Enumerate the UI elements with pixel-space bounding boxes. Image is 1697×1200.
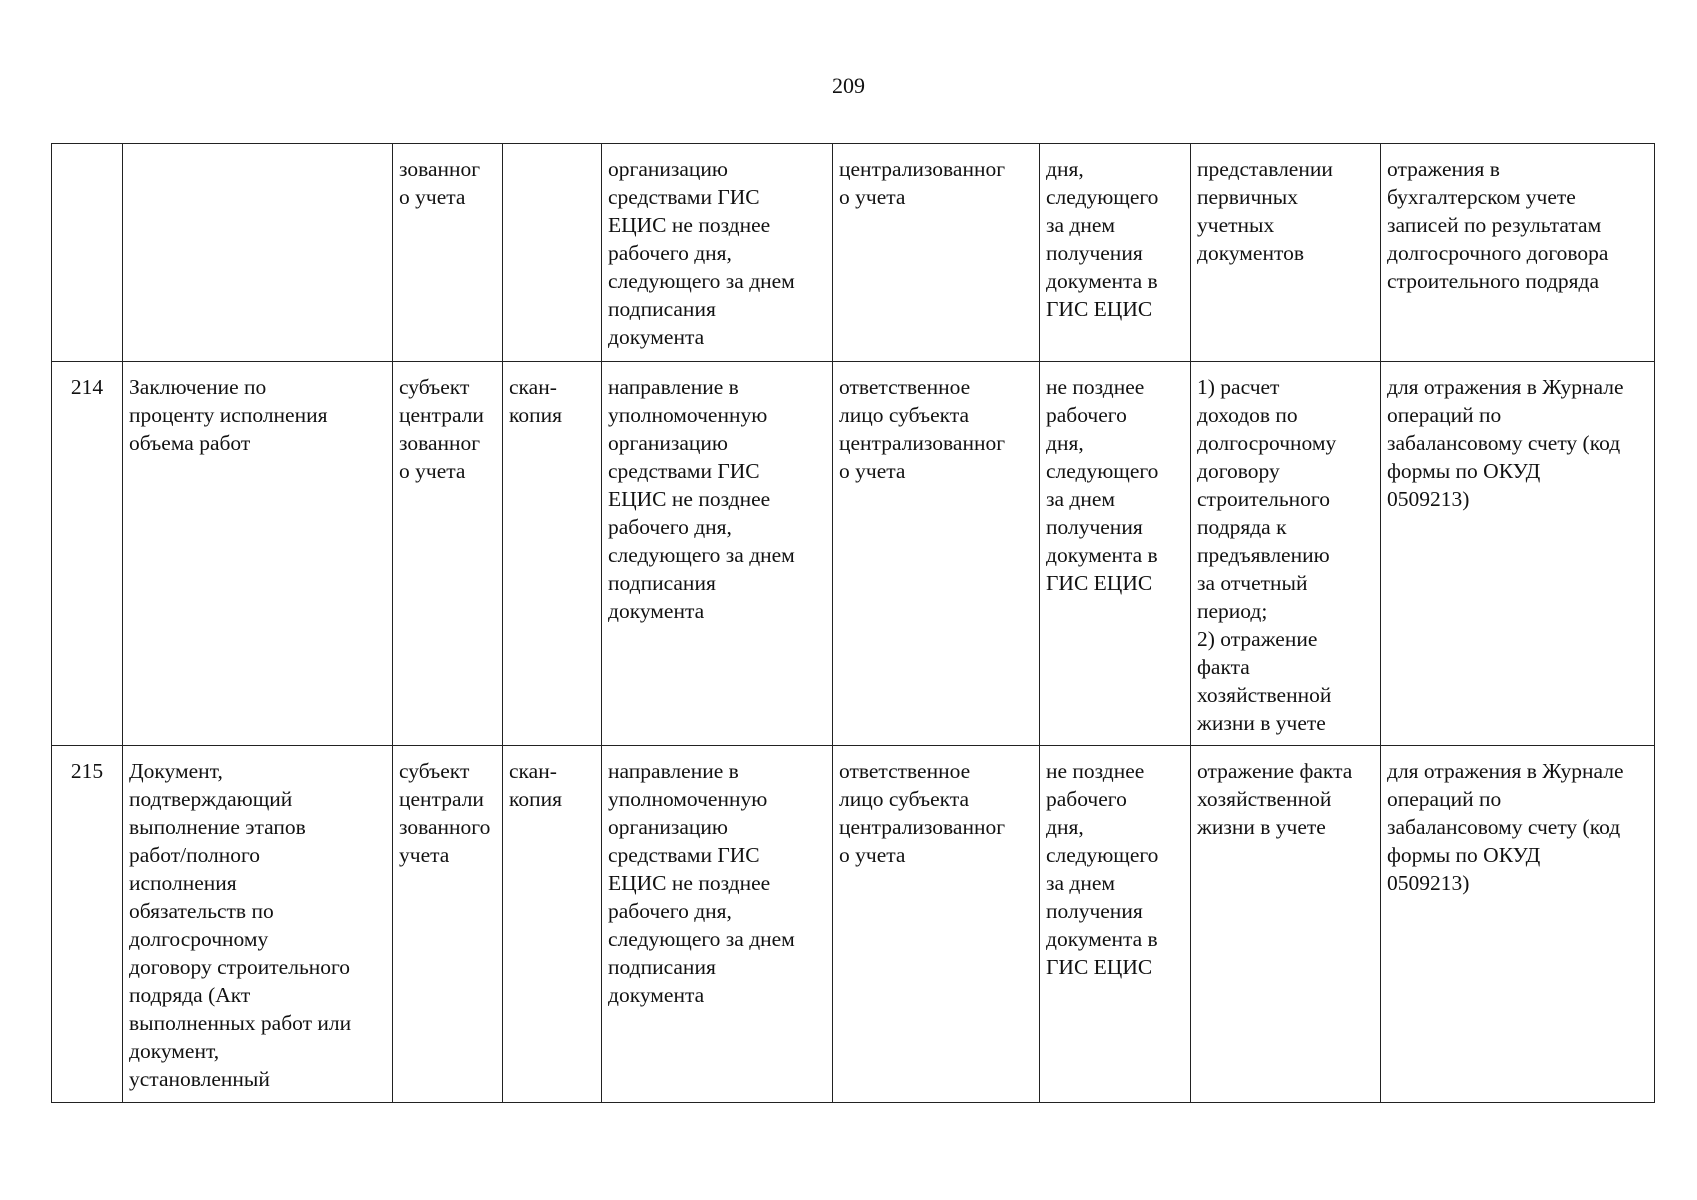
- deadline-cell: дня, следующего за днем получения документа в ГИС ЕЦИС: [1040, 144, 1191, 362]
- note-cell: для отражения в Журнале операций по забалансовому счету (код формы по ОКУД 0509213): [1381, 746, 1655, 1103]
- document-table: [51, 143, 1655, 1103]
- format-cell: скан- копия: [503, 746, 602, 1103]
- responsible-cell: субъект централи зованног о учета: [393, 362, 503, 746]
- table-row-continuation: [52, 144, 1655, 362]
- row-number-cell: [52, 144, 123, 362]
- responsible-cell: субъект централи зованного учета: [393, 746, 503, 1103]
- document-name-cell: [123, 144, 393, 362]
- responsible-person-cell: ответственное лицо субъекта централизованног о учета: [833, 746, 1040, 1103]
- table-row-215: [52, 746, 1655, 1103]
- note-cell: для отражения в Журнале операций по забалансовому счету (код формы по ОКУД 0509213): [1381, 362, 1655, 746]
- purpose-cell: 1) расчет доходов по долгосрочному договору строительного подряда к предъявлению за отчетный период; 2) отражение факта хозяйственной жизни в учете: [1191, 362, 1381, 746]
- purpose-cell: представлении первичных учетных документов: [1191, 144, 1381, 362]
- purpose-cell: отражение факта хозяйственной жизни в учете: [1191, 746, 1381, 1103]
- document-name-cell: Заключение по проценту исполнения объема работ: [123, 362, 393, 746]
- procedure-cell: направление в уполномоченную организацию средствами ГИС ЕЦИС не позднее рабочего дня, следующего за днем подписания документа: [602, 746, 833, 1103]
- procedure-cell: направление в уполномоченную организацию средствами ГИС ЕЦИС не позднее рабочего дня, следующего за днем подписания документа: [602, 362, 833, 746]
- note-cell: отражения в бухгалтерском учете записей по результатам долгосрочного договора строительного подряда: [1381, 144, 1655, 362]
- table-row-214: [52, 362, 1655, 746]
- row-number-cell: 214: [52, 362, 123, 746]
- format-cell: скан- копия: [503, 362, 602, 746]
- deadline-cell: не позднее рабочего дня, следующего за днем получения документа в ГИС ЕЦИС: [1040, 362, 1191, 746]
- responsible-cell: зованног о учета: [393, 144, 503, 362]
- row-number-cell: 215: [52, 746, 123, 1103]
- responsible-person-cell: централизованног о учета: [833, 144, 1040, 362]
- responsible-person-cell: ответственное лицо субъекта централизованног о учета: [833, 362, 1040, 746]
- format-cell: [503, 144, 602, 362]
- deadline-cell: не позднее рабочего дня, следующего за днем получения документа в ГИС ЕЦИС: [1040, 746, 1191, 1103]
- procedure-cell: организацию средствами ГИС ЕЦИС не позднее рабочего дня, следующего за днем подписания документа: [602, 144, 833, 362]
- page-number: 209: [832, 73, 865, 98]
- document-name-cell: Документ, подтверждающий выполнение этапов работ/полного исполнения обязательств по долгосрочному договору строительного подряда (Акт выполненных работ или документ, установленный: [123, 746, 393, 1103]
